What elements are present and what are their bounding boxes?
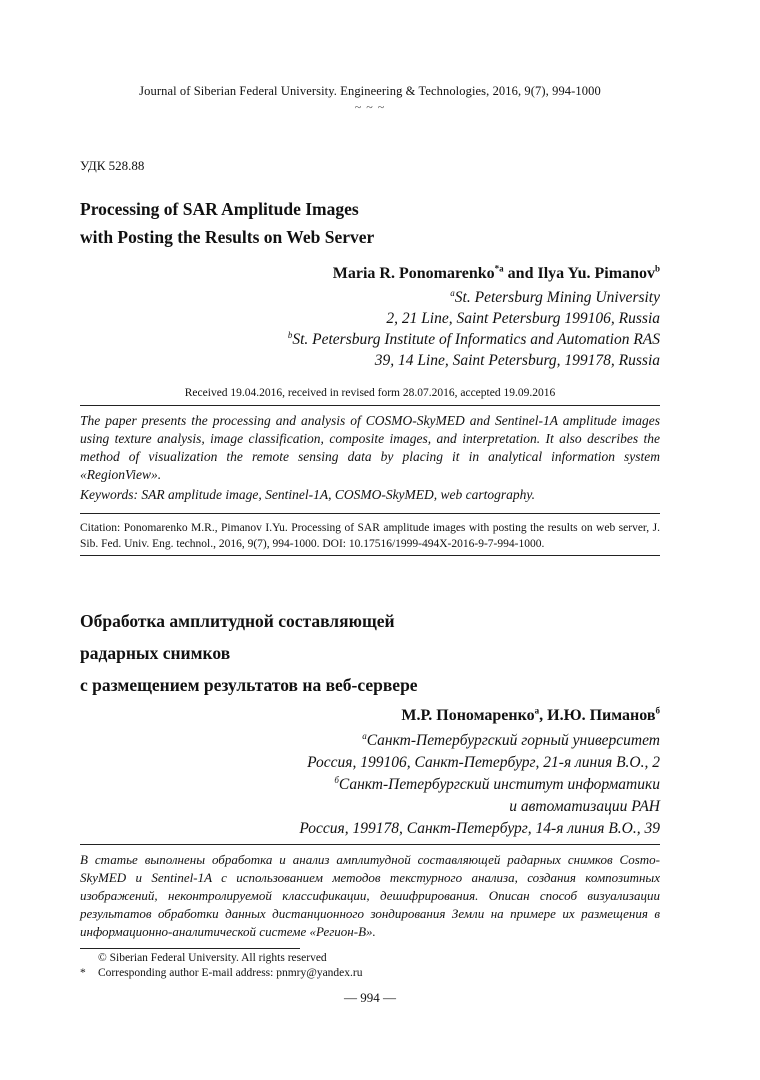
author-sep: ,	[539, 707, 548, 724]
affiliations-en	[80, 287, 660, 371]
affil-mark: б	[334, 774, 339, 785]
affiliation-line: и автоматизации РАН	[509, 798, 660, 815]
page-number: — 994 —	[344, 990, 396, 1005]
journal-header: Journal of Siberian Federal University. Engineering & Technologies, 2016, 9(7), 994-1000	[139, 84, 601, 98]
abstract-en: The paper presents the processing and analysis of COSMO-SkyMED and Sentinel-1A amplitude images using texture analysis, image classification, composite images, and interpretation. It also describes the method of visualization the remote sensing data by placing it in analytical information system «RegionView».	[80, 413, 660, 482]
footnote-divider	[80, 948, 300, 949]
affiliation-line: $^б$Санкт-Петербургский институт информатики	[334, 774, 660, 793]
affiliation-line: Россия, 199178, Санкт-Петербург, 14-я линия В.О., 39	[299, 820, 660, 837]
author-name: Ilya Yu. Pimanov	[537, 265, 655, 282]
footnote-corresponding: * Corresponding author E-mail address: pnmry@yandex.ru	[80, 967, 363, 979]
keywords: Keywords: SAR amplitude image, Sentinel-1A, COSMO-SkyMED, web cartography.	[80, 487, 536, 502]
header-ornament: ~ ~ ~	[354, 100, 386, 114]
title-line: радарных снимков	[80, 643, 231, 663]
divider	[80, 513, 660, 514]
divider	[80, 405, 660, 406]
affiliation-line: $^b$St. Petersburg Institute of Informatics and Automation RAS	[287, 329, 660, 348]
affiliation-line: 39, 14 Line, Saint Petersburg, 199178, Russia	[374, 352, 660, 369]
author-affil-mark: а	[534, 705, 540, 716]
title-line: Processing of SAR Amplitude Images	[80, 199, 359, 219]
affiliations-ru	[80, 730, 660, 840]
footnote-copyright: © Siberian Federal University. All rights reserved	[98, 952, 327, 964]
paper-title-ru	[80, 605, 660, 701]
udk-code: УДК 528.88	[80, 158, 145, 173]
title-line: с размещением результатов на веб-сервере	[80, 675, 418, 695]
footnote-mark: *	[80, 967, 86, 979]
author-affil-mark: б	[655, 705, 660, 716]
affil-mark: a	[450, 287, 455, 298]
divider	[80, 844, 660, 845]
affiliation-line: $^a$St. Petersburg Mining University	[450, 287, 660, 306]
paper-page	[80, 0, 660, 1080]
author-affil-mark: *a	[494, 263, 504, 274]
author-name: И.Ю. Пиманов	[547, 707, 656, 724]
author-name: Maria R. Ponomarenko	[332, 265, 495, 282]
author-conj: and	[503, 265, 538, 282]
paper-title-en	[80, 195, 660, 251]
citation: Citation: Ponomarenko M.R., Pimanov I.Yu. Processing of SAR amplitude images with posting the results on web server, J. Sib. Fed. Univ. Eng. technol., 2016, 9(7), 994-1000. DOI: 10.17516/1999-494X-2016-9-7-994-1000.	[80, 522, 660, 550]
authors-ru	[80, 707, 660, 725]
authors-en	[80, 265, 660, 283]
affiliation-line: Россия, 199106, Санкт-Петербург, 21-я линия В.О., 2	[307, 754, 660, 771]
affil-mark: b	[287, 329, 293, 340]
affil-mark: а	[362, 730, 367, 741]
received-dates: Received 19.04.2016, received in revised form 28.07.2016, accepted 19.09.2016	[184, 387, 556, 399]
divider	[80, 555, 660, 556]
affiliation-line: 2, 21 Line, Saint Petersburg 199106, Russia	[386, 310, 660, 327]
affiliation-line: $^а$Санкт-Петербургский горный университет	[362, 730, 660, 749]
author-name: М.Р. Пономаренко	[401, 707, 535, 724]
abstract-ru: В статье выполнены обработка и анализ амплитудной составляющей радарных снимков Cosmo-SkyMED и Sentinel-1A с использованием методов текстурного анализа, создания композитных изображений, неконтролируемой классификации, дешифрирования. Описан способ визуализации результатов обработки данных дистанционного зондирования Земли на примере их размещения в информационно-аналитической системе «Регион-В».	[80, 852, 660, 939]
title-line: with Posting the Results on Web Server	[80, 227, 375, 247]
author-affil-mark: b	[654, 263, 660, 274]
title-line: Обработка амплитудной составляющей	[80, 611, 395, 631]
